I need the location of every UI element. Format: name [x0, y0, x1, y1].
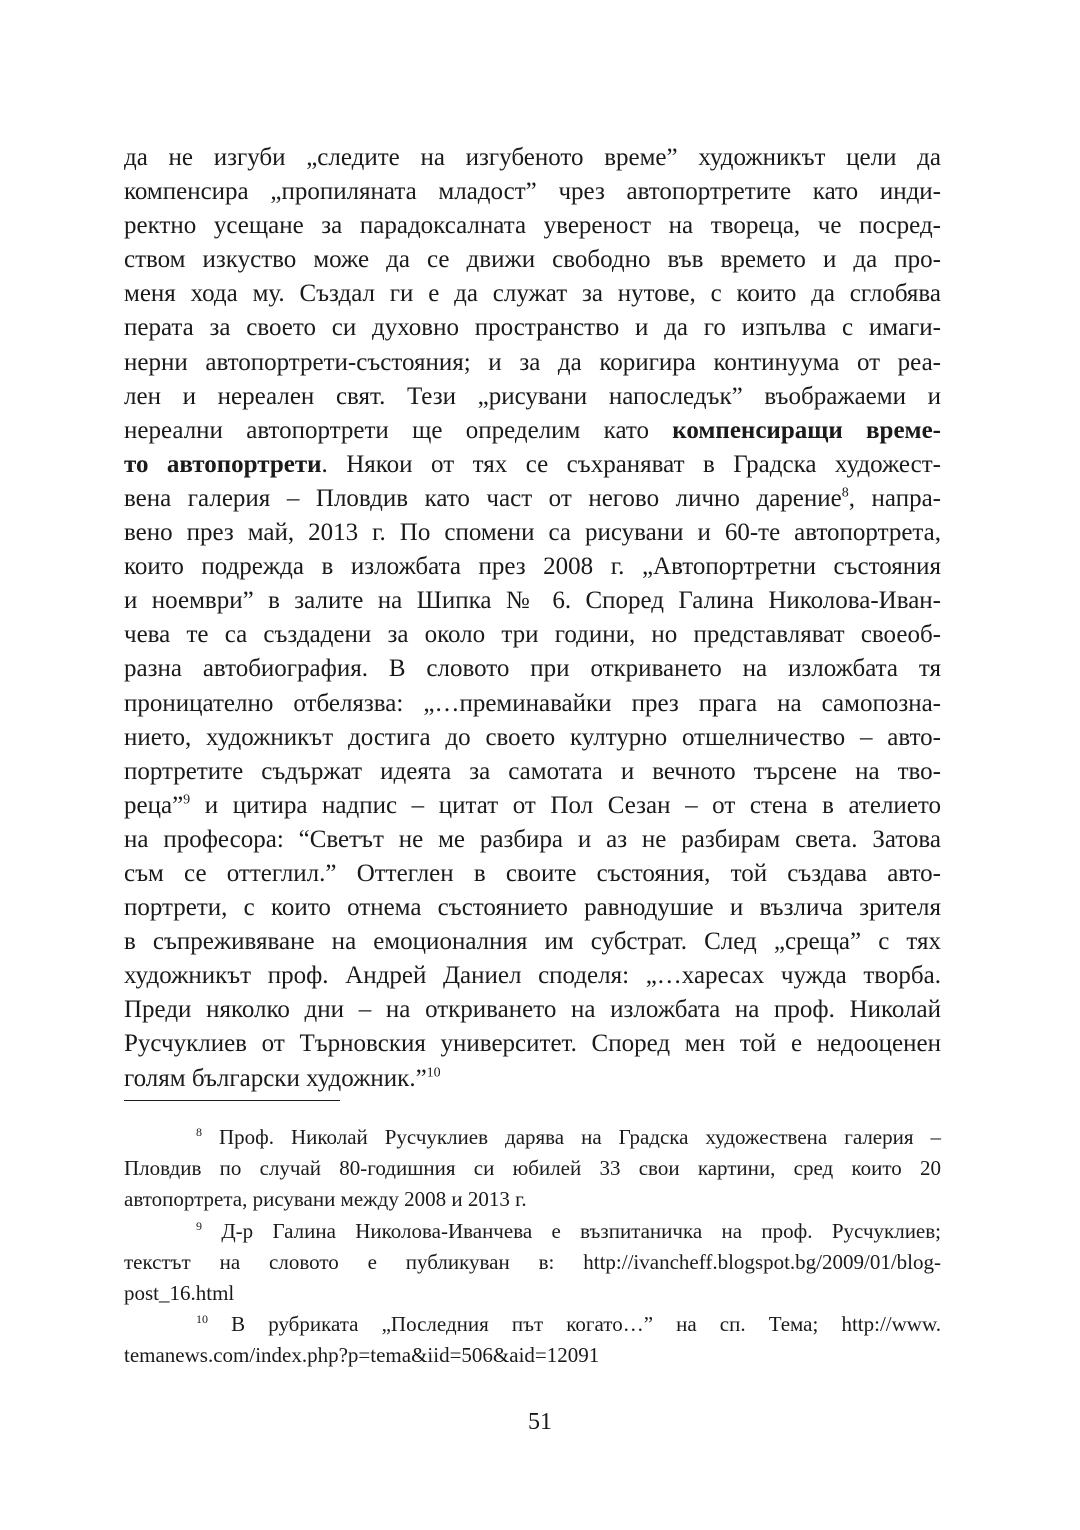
- body-line: ректно усещане за парадоксалната увереност на твореца, че посред-: [124, 212, 941, 240]
- body-line: разна автобиография. В словото при откриването на изложбата тя: [124, 655, 941, 683]
- body-line: портретите съдържат идеята за самотата и вечното търсене на тво-: [124, 757, 941, 785]
- footnote-line: temanews.com/index.php?p=tema&iid=506&aid=12091: [124, 1343, 600, 1368]
- body-line: [124, 482, 941, 516]
- footnote-line: текстът на словото е публикуван в: http://ivancheff.blogspot.bg/2009/01/blog-: [124, 1249, 941, 1274]
- footnote-number: 8: [196, 1125, 202, 1139]
- body-text-segment: голям български художник.”: [124, 1064, 427, 1092]
- body-line: на професора: “Светът не ме разбира и аз не разбирам света. Затова: [124, 825, 941, 853]
- body-line: художникът проф. Андрей Даниел споделя: „…харесах чужда творба.: [124, 962, 941, 990]
- footnote-9: [124, 1216, 941, 1247]
- footnote-number: 9: [196, 1218, 202, 1233]
- footnote-ref-9[interactable]: 9: [183, 792, 191, 808]
- body-text-segment: и цитира надпис – цитат от Пол Сезан – от стена в ателието: [190, 791, 941, 819]
- footnote-line: автопортрета, рисувани между 2008 и 2013 г.: [124, 1187, 527, 1212]
- body-line: перата за своето си духовно пространство и да го изпълва с имаги-: [124, 314, 941, 342]
- footnote-separator: [124, 1100, 340, 1101]
- footnote-ref-8[interactable]: 8: [841, 485, 849, 501]
- footnote-line: Пловдив по случай 80-годишния си юбилей 33 свои картини, сред които 20: [124, 1156, 941, 1181]
- body-line: [124, 789, 941, 823]
- footnote-10: [124, 1309, 941, 1340]
- footnotes: [124, 1122, 941, 1372]
- footnote-text: Д-р Галина Николова-Иванчева е възпитаничка на проф. Русчуклиев;: [202, 1218, 941, 1243]
- body-line: проницателно отбелязва: „…преминавайки през прага на самопозна-: [124, 689, 941, 717]
- body-line: да не изгуби „следите на изгубеното време” художникът цели да: [124, 144, 941, 171]
- footnote-number: 10: [196, 1312, 208, 1327]
- bold-term: компенсиращи време-: [672, 416, 941, 444]
- page-number: 51: [528, 1409, 552, 1435]
- body-line: и ноември” в залите на Шипка № 6. Според Галина Николова-Иван-: [124, 587, 941, 615]
- footnote-ref-10[interactable]: 10: [426, 1065, 441, 1081]
- body-line: чева те са създадени за около три години, но представляват своеоб-: [124, 621, 941, 649]
- body-line: [124, 448, 941, 482]
- body-line: Преди няколко дни – на откриването на изложбата на проф. Николай: [124, 996, 941, 1024]
- body-text-segment: нереални автопортрети ще определим като: [124, 416, 649, 444]
- footnote-line: post_16.html: [124, 1280, 235, 1305]
- body-line: портрети, с които отнема състоянието равнодушие и възлича зрителя: [124, 894, 941, 922]
- body-text-segment: вена галерия – Пловдив като част от негово лично дарение: [124, 484, 842, 512]
- body-line: компенсира „пропиляната младост” чрез автопортретите като инди-: [124, 178, 941, 206]
- bold-term: то автопортрети: [124, 450, 322, 478]
- body-line: лен и нереален свят. Тези „рисувани напоследък” въображаеми и: [124, 382, 941, 410]
- body-line: които подрежда в изложбата през 2008 г. „Автопортретни състояния: [124, 553, 941, 581]
- body-line: ством изкуство може да се движи свободно във времето и да про-: [124, 246, 941, 274]
- footnote-8: [124, 1122, 941, 1153]
- body-line: [124, 414, 941, 448]
- footnote-text: Проф. Николай Русчуклиев дарява на Градска художествена галерия –: [202, 1125, 941, 1149]
- body-text-segment: . Някои от тях се съхраняват в Градска художест-: [321, 450, 941, 478]
- body-line: меня хода му. Създал ги е да служат за нутове, с които да сглобява: [124, 280, 941, 308]
- body-line: нерни автопортрети-състояния; и за да коригира континуума от реа-: [124, 348, 941, 376]
- body-line: [124, 1062, 941, 1096]
- body-line: вено през май, 2013 г. По спомени са рисувани и 60-те автопортрета,: [124, 519, 941, 547]
- body-line: съм се оттеглил.” Оттеглен в своите състояния, той създава авто-: [124, 859, 941, 887]
- body-line: Русчуклиев от Търновския университет. Според мен той е недооценен: [124, 1030, 941, 1058]
- body-line: нието, художникът достига до своето културно отшелничество – авто-: [124, 723, 941, 751]
- body-text: [124, 141, 941, 1096]
- footnote-text: В рубриката „Последния път когато…” на сп. Тема; http://www.: [208, 1312, 941, 1337]
- body-text-segment: реца”: [124, 791, 184, 819]
- body-text-segment: , напра-: [848, 484, 941, 512]
- body-line: в съпреживяване на емоционалния им субстрат. След „среща” с тях: [124, 928, 941, 956]
